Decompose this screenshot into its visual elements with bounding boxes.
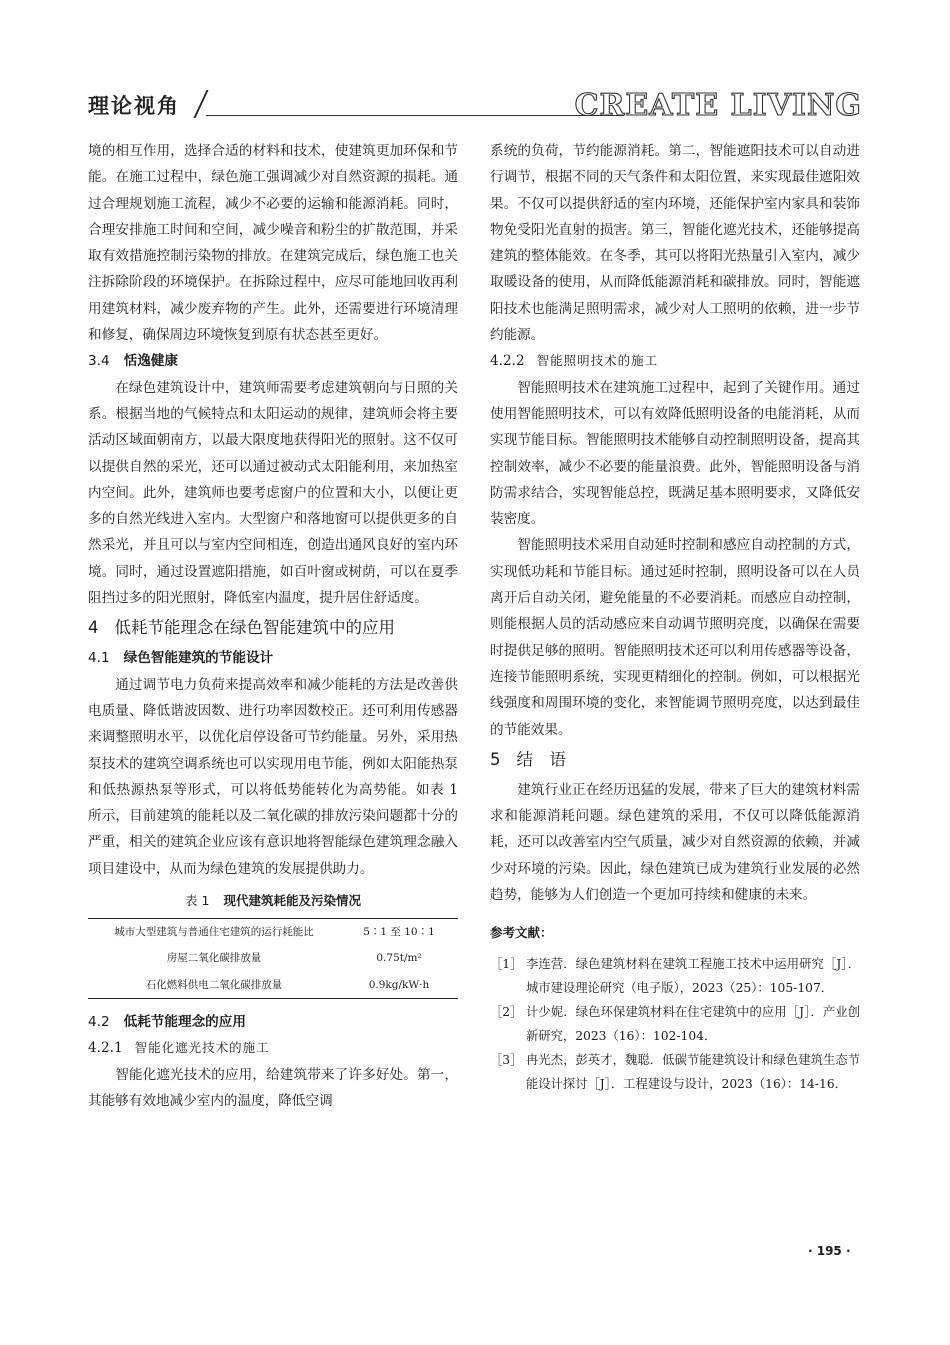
paragraph: 智能照明技术在建筑施工过程中，起到了关键作用。通过使用智能照明技术，可以有效降低照明设备的电能消耗，从而实现节能目标。智能照明技术能够自动控制照明设备，提高其控制效率，减少不必要的能量浪费。此外，智能照明设备与消防需求结合，实现智能总控，既满足基本照明要求，又降低安装密度。 <box>490 379 860 528</box>
table-cell-label: 石化燃料供电二氧化碳排放量 <box>88 972 340 999</box>
reference-number: ［3］ <box>490 1053 523 1068</box>
running-header <box>88 88 862 128</box>
section-title: 绿色智能建筑的节能设计 <box>123 650 274 667</box>
paragraph: 境的相互作用，选择合适的材料和技术，使建筑更加环保和节能。在施工过程中，绿色施工强调减少对自然资源的损耗。通过合理规划施工流程，减少不必要的运输和能源消耗。同时，合理安排施工时间和空间，减少噪音和粉尘的扩散范围，并采取有效措施控制污染物的排放。在建筑完成后，绿色施工也关注拆除阶段的环境保护。在拆除过程中，应尽可能地回收再利用建筑材料，减少废弃物的产生。此外，还需要进行环境清理和修复，确保周边环境恢复到原有状态甚至更好。 <box>88 143 458 344</box>
table-row <box>88 945 458 971</box>
paragraph: 系统的负荷，节约能源消耗。第二，智能遮阳技术可以自动进行调节，根据不同的天气条件和太阳位置，来实现最佳遮阳效果。不仅可以提供舒适的室内环境，还能保护室内家具和装饰物免受阳光直射的损害。第三，智能化遮光技术，还能够提高建筑的整体能效。在冬季，其可以将阳光热量引入室内，减少取暖设备的使用，从而降低能源消耗和碳排放。同时，智能遮阳技术也能满足照明需求，减少对人工照明的依赖，进一步节约能源。 <box>490 143 860 344</box>
section-title: 智能照明技术的施工 <box>536 353 659 369</box>
section-number: 4.1 <box>88 650 110 667</box>
section-title: 结 语 <box>516 749 566 769</box>
section-heading-4-2 <box>88 1009 458 1035</box>
journal-name: CREATE LIVING <box>574 88 862 123</box>
table-cell-value: 5∶1 至 10∶1 <box>340 919 458 946</box>
section-number: 4.2.2 <box>490 353 525 370</box>
section-heading-4-2-1 <box>88 1035 458 1061</box>
paragraph: 建筑行业正在经历迅猛的发展，带来了巨大的建筑材料需求和能源消耗问题。绿色建筑的采用，不仅可以降低能源消耗，还可以改善室内空气质量，减少对自然资源的依赖，并减少对环境的污染。因此，绿色建筑已成为建筑行业发展的必然趋势，能够为人们创造一个更加可持续和健康的未来。 <box>490 781 860 904</box>
reference-item <box>490 952 860 1000</box>
reference-number: ［2］ <box>490 1005 523 1020</box>
reference-item <box>490 1000 860 1048</box>
section-heading-4-1 <box>88 645 458 671</box>
paragraph: 智能化遮光技术的应用，给建筑带来了许多好处。第一，其能够有效地减少室内的温度，降低空调 <box>88 1066 458 1109</box>
page-number: · 195 · <box>808 1244 851 1258</box>
section-heading-4-2-2 <box>490 348 860 374</box>
journal-section-title: 理论视角 <box>88 94 180 118</box>
table-cell-value: 0.9kg/kW·h <box>340 972 458 999</box>
header-slash-divider <box>193 90 208 118</box>
paragraph: 智能照明技术采用自动延时控制和感应自动控制的方式，实现低功耗和节能目标。通过延时控制，照明设备可以在人员离开后自动关闭，避免能量的不必要消耗。而感应自动控制，则能根据人员的活动感应来自动调节照明亮度，以确保在需要时提供足够的照明。智能照明技术还可以利用传感器等设备，连接节能照明系统，实现更精细化的控制。例如，可以根据光线强度和周围环境的变化，来智能调节照明亮度，以达到最佳的节能效果。 <box>490 537 860 738</box>
references-title: 参考文献： <box>490 925 553 941</box>
section-number: 4.2.1 <box>88 1040 123 1057</box>
reference-text: 计少妮．绿色环保建筑材料在住宅建筑中的应用［J］．产业创新研究，2023（16）：102-104． <box>526 1005 860 1044</box>
section-number: 3.4 <box>88 353 110 370</box>
table-cell-label: 城市大型建筑与普通住宅建筑的运行耗能比 <box>88 919 340 946</box>
section-title: 低耗节能理念的应用 <box>123 1013 246 1030</box>
table-cell-label: 房屋二氧化碳排放量 <box>166 952 262 965</box>
section-title: 恬逸健康 <box>123 353 178 370</box>
section-heading-3-4 <box>88 348 458 374</box>
left-column <box>88 138 458 1114</box>
section-heading-4 <box>88 613 458 643</box>
section-number: 4.2 <box>88 1013 110 1030</box>
paragraph: 在绿色建筑设计中，建筑师需要考虑建筑朝向与日照的关系。根据当地的气候特点和太阳运动的规律，建筑师会将主要活动区域面朝南方，以最大限度地获得阳光的照射。这不仅可以提供自然的采光，还可以通过被动式太阳能利用，来加热室内空间。此外，建筑师也要考虑窗户的位置和大小，以便让更多的自然光线进入室内。大型窗户和落地窗可以提供更多的自然采光，并且可以与室内空间相连，创造出通风良好的室内环境。同时，通过设置遮阳措施，如百叶窗或树荫，可以在夏季阻挡过多的阳光照射，降低室内温度，提升居住舒适度。 <box>88 379 458 607</box>
right-column <box>490 138 860 1096</box>
section-number: 5 <box>490 749 501 769</box>
table-row <box>88 972 458 999</box>
reference-text: 李连营．绿色建筑材料在建筑工程施工技术中运用研究［J］．城市建设理论研究（电子版），2023（25）：105-107． <box>526 957 860 996</box>
section-number: 4 <box>88 618 99 638</box>
table-number: 表 1 <box>185 893 210 909</box>
section-title: 低耗节能理念在绿色智能建筑中的应用 <box>114 618 395 638</box>
header-rule <box>206 115 624 116</box>
table-title: 现代建筑耗能及污染情况 <box>223 893 361 909</box>
reference-number: ［1］ <box>490 957 523 972</box>
energy-pollution-table <box>88 918 458 999</box>
table-row <box>88 919 458 946</box>
reference-text: 冉光杰，彭英才，魏聪．低碳节能建筑设计和绿色建筑生态节能设计探讨［J］．工程建设与设计，2023（16）：14-16． <box>526 1053 860 1092</box>
table-cell-value: 0.75t/m² <box>376 952 422 965</box>
paragraph: 通过调节电力负荷来提高效率和减少能耗的方法是改善供电质量、降低谐波因数、进行功率因数校正。还可利用传感器来调整照明水平，以优化启停设备可节约能量。另外，采用热泵技术的建筑空调系统也可以实现用电节能，例如太阳能热泵和低热源热泵等形式，可以将低势能转化为高势能。如表 1 所示，目前建筑的能耗以及二氧化碳的排放污染问题都十分的严重，相关的建筑企业应该有意识地将智能绿色建筑理念融入项目建设中，从而为绿色建筑的发展提供助力。 <box>88 676 458 877</box>
reference-item <box>490 1048 860 1096</box>
table-caption <box>88 888 458 914</box>
section-heading-5 <box>490 745 860 775</box>
section-title: 智能化遮光技术的施工 <box>134 1040 270 1056</box>
